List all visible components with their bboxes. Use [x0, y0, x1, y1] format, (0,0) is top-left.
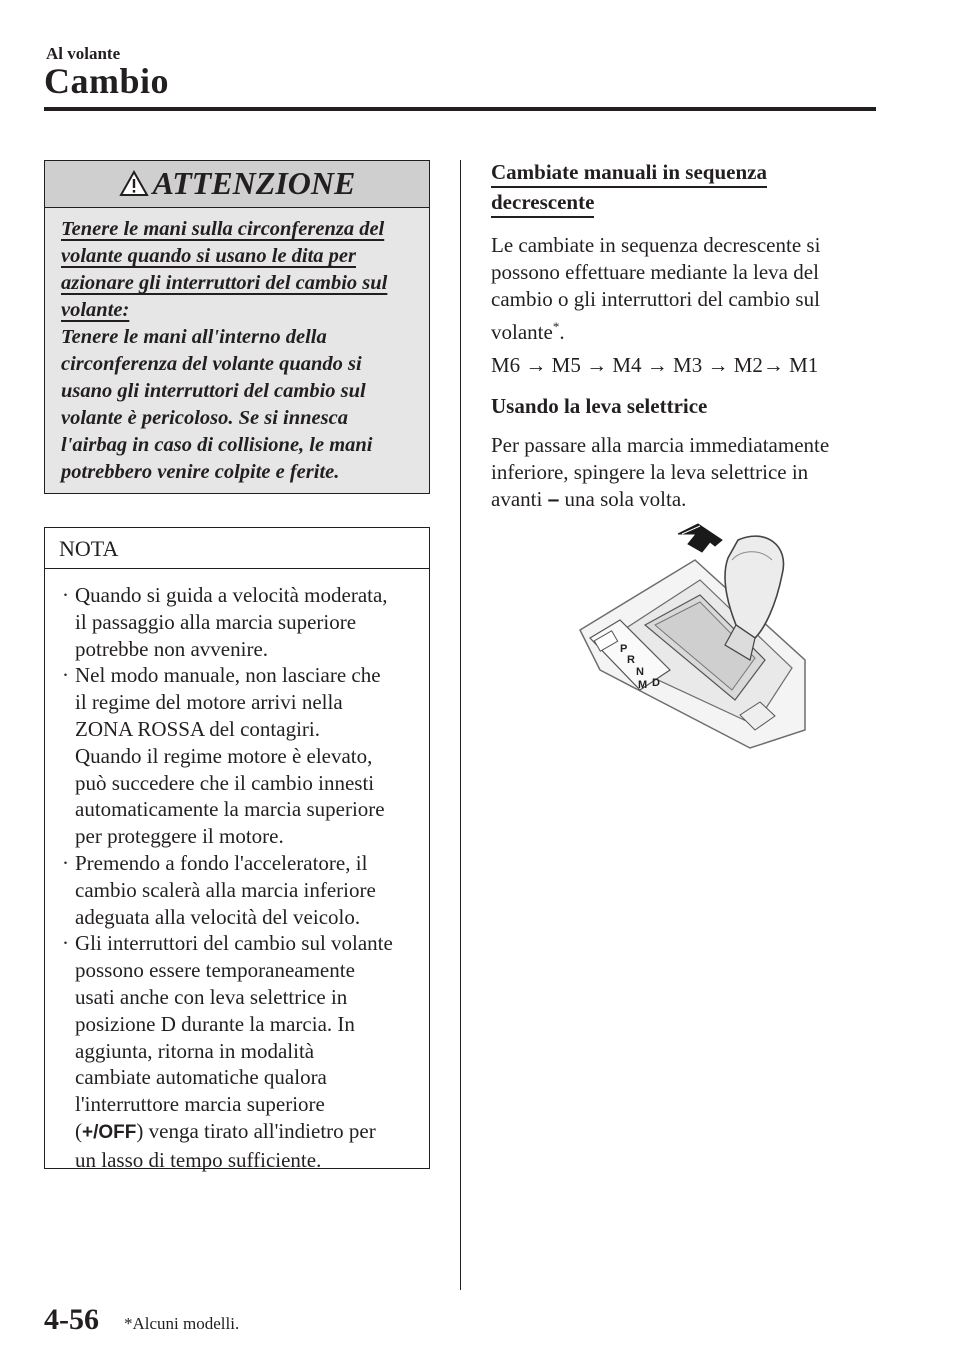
warning-line: l'airbag in caso di collisione, le mani: [61, 434, 373, 456]
paragraph-line: Le cambiate in sequenza decrescente si: [491, 233, 821, 257]
warning-body: [61, 216, 421, 486]
warning-line: Tenere le mani sulla circonferenza del: [61, 218, 385, 240]
nota-box: [44, 527, 430, 1172]
list-item: [59, 930, 421, 1173]
paragraph: [491, 432, 871, 513]
gate-label-m: M: [638, 679, 648, 691]
minus-symbol: –: [547, 488, 560, 511]
list-line: Nel modo manuale, non lasciare che: [75, 663, 381, 688]
list-line: per proteggere il motore.: [75, 824, 284, 849]
text: .: [559, 320, 565, 344]
warning-line: circonferenza del volante quando si: [61, 353, 362, 375]
text: una sola volta.: [564, 487, 687, 511]
list-line: un lasso di tempo sufficiente.: [75, 1147, 322, 1172]
list-line: potrebbe non avvenire.: [75, 636, 269, 661]
sub-heading-line: decrescente: [491, 188, 594, 218]
paragraph-line: Per passare alla marcia immediatamente: [491, 433, 830, 457]
nota-list: [59, 582, 421, 1174]
warning-line: potrebbero venire colpite e ferite.: [61, 461, 340, 483]
paragraph-line: possono effettuare mediante la leva del: [491, 260, 819, 284]
paragraph-line: inferiore, spingere la leva selettrice in: [491, 460, 809, 484]
text: volante: [491, 320, 553, 344]
bullet-icon: ·: [62, 583, 69, 607]
list-line: posizione D durante la marcia. In: [75, 1011, 355, 1036]
warning-title: ATTENZIONE: [152, 165, 356, 201]
list-line: il regime del motore arrivi nella: [75, 690, 343, 715]
sub-heading-line: Cambiate manuali in sequenza: [491, 158, 767, 188]
list-line: adeguata alla velocità del veicolo.: [75, 904, 361, 929]
list-line: il passaggio alla marcia superiore: [75, 609, 357, 634]
warning-line: Tenere le mani all'interno della: [61, 326, 327, 348]
list-line: cambiate automatiche qualora: [75, 1065, 327, 1090]
footnote: *Alcuni modelli.: [124, 1314, 240, 1333]
footnote-mark: *: [552, 319, 560, 334]
column-divider: [460, 160, 461, 1290]
page-title: Cambio: [44, 61, 170, 101]
text: avanti: [491, 487, 543, 511]
page-number: 4-56: [44, 1303, 99, 1336]
warning-line: azionare gli interruttori del cambio sul: [61, 272, 388, 294]
paren-text: (: [75, 1118, 82, 1143]
list-line: possono essere temporaneamente: [75, 958, 355, 983]
list-line: [75, 1118, 421, 1147]
warning-line: volante:: [61, 299, 130, 321]
list-item: [59, 582, 421, 662]
warning-triangle-icon: [119, 170, 149, 197]
list-line: può succedere che il cambio innesti: [75, 770, 375, 795]
sub-heading: [491, 158, 871, 218]
list-line: Gli interruttori del cambio sul volante: [75, 931, 393, 956]
bullet-icon: ·: [62, 663, 69, 688]
list-item: [59, 662, 421, 850]
list-line: Premendo a fondo l'acceleratore, il: [75, 850, 368, 875]
gate-label-d: D: [652, 677, 660, 689]
list-line: cambio scalerà alla marcia inferiore: [75, 877, 376, 902]
title-rule: [44, 107, 876, 111]
paragraph-line: cambio o gli interruttori del cambio sul: [491, 287, 820, 311]
list-line: ZONA ROSSA del contagiri.: [75, 716, 320, 741]
list-line: usati anche con leva selettrice in: [75, 984, 348, 1009]
gear-sequence: M6 → M5 → M4 → M3 → M2→ M1: [491, 353, 819, 377]
nota-title: NOTA: [59, 536, 119, 561]
right-column: [491, 158, 871, 513]
bullet-icon: ·: [62, 931, 69, 956]
plus-off-switch-symbol: +/OFF: [82, 1121, 137, 1143]
gate-label-p: P: [620, 643, 628, 655]
warning-line: volante è pericoloso. Se si innesca: [61, 407, 348, 429]
list-line: automaticamente la marcia superiore: [75, 797, 385, 822]
list-item: [59, 850, 421, 930]
list-line-text: ) venga tirato all'indietro per: [136, 1118, 376, 1143]
list-line: Quando il regime motore è elevato,: [75, 743, 373, 768]
forward-arrow-icon: [678, 524, 722, 552]
gate-label-n: N: [636, 666, 644, 678]
lever-heading: Usando la leva selettrice: [491, 394, 708, 418]
warning-header: [45, 161, 429, 208]
paragraph: [491, 232, 871, 379]
warning-line: usano gli interruttori del cambio sul: [61, 380, 366, 402]
bullet-icon: ·: [62, 850, 69, 875]
paragraph-line: [491, 313, 871, 346]
paragraph-line: [491, 486, 871, 513]
list-line: l'interruttore marcia superiore: [75, 1092, 325, 1117]
list-line: aggiunta, ritorna in modalità: [75, 1038, 315, 1063]
nota-header: [45, 528, 429, 569]
warning-line: volante quando si usano le dita per: [61, 245, 357, 267]
shift-lever-illustration: [560, 520, 810, 750]
warning-box: [44, 160, 430, 494]
gate-label-r: R: [627, 654, 635, 666]
list-line: Quando si guida a velocità moderata,: [75, 583, 388, 607]
section-label: Al volante: [46, 44, 121, 63]
